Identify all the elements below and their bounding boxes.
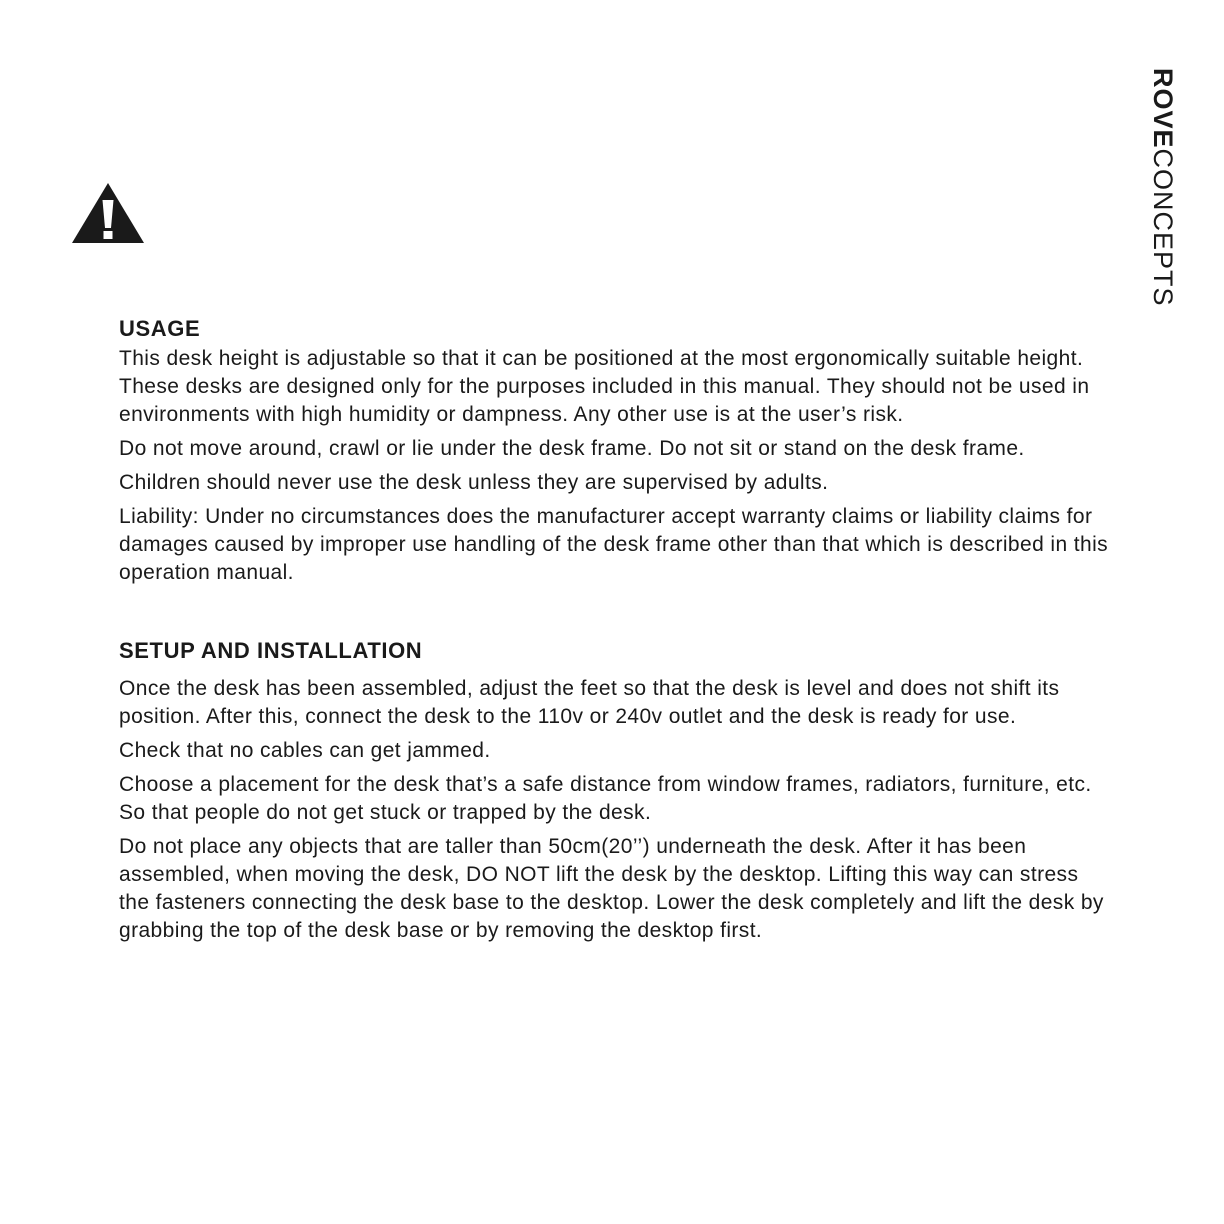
setup-paragraph: Check that no cables can get jammed. (119, 739, 491, 762)
document-body (119, 313, 1109, 951)
usage-paragraph: This desk height is adjustable so that it can be positioned at the most ergonomically suitable height. These desks are designed only for the purposes included in this manual. They should not be used in environments with high humidity or dampness. Any other use is at the user’s risk. (119, 347, 1090, 426)
usage-paragraph: Children should never use the desk unless they are supervised by adults. (119, 471, 829, 494)
setup-section (119, 635, 1109, 945)
setup-paragraph: Choose a placement for the desk that’s a safe distance from window frames, radiators, furniture, etc. So that people do not get stuck or trapped by the desk. (119, 773, 1092, 824)
brand-name-bold: ROVE (1148, 68, 1178, 149)
setup-paragraph: Do not place any objects that are taller than 50cm(20’’) underneath the desk. After it has been assembled, when moving the desk, DO NOT lift the desk by the desktop. Lifting this way can stress the fasteners connecting the desk base to the desktop. Lower the desk completely and lift the desk by grabbing the top of the desk base or by removing the desktop first. (119, 835, 1104, 942)
warning-triangle-icon (71, 182, 145, 244)
usage-paragraph: Liability: Under no circumstances does the manufacturer accept warranty claims or liability claims for damages caused by improper use handling of the desk frame other than that which is described in this operation manual. (119, 505, 1109, 584)
setup-heading: SETUP AND INSTALLATION (119, 638, 423, 663)
setup-paragraph: Once the desk has been assembled, adjust the feet so that the desk is level and does not shift its position. After this, connect the desk to the 110v or 240v outlet and the desk is ready for use. (119, 677, 1060, 728)
brand-name-light: CONCEPTS (1148, 148, 1178, 307)
usage-heading: USAGE (119, 316, 201, 341)
brand-logo (1148, 68, 1178, 330)
section-spacer (119, 593, 1109, 635)
usage-section (119, 313, 1109, 587)
usage-paragraph: Do not move around, crawl or lie under the desk frame. Do not sit or stand on the desk frame. (119, 437, 1025, 460)
